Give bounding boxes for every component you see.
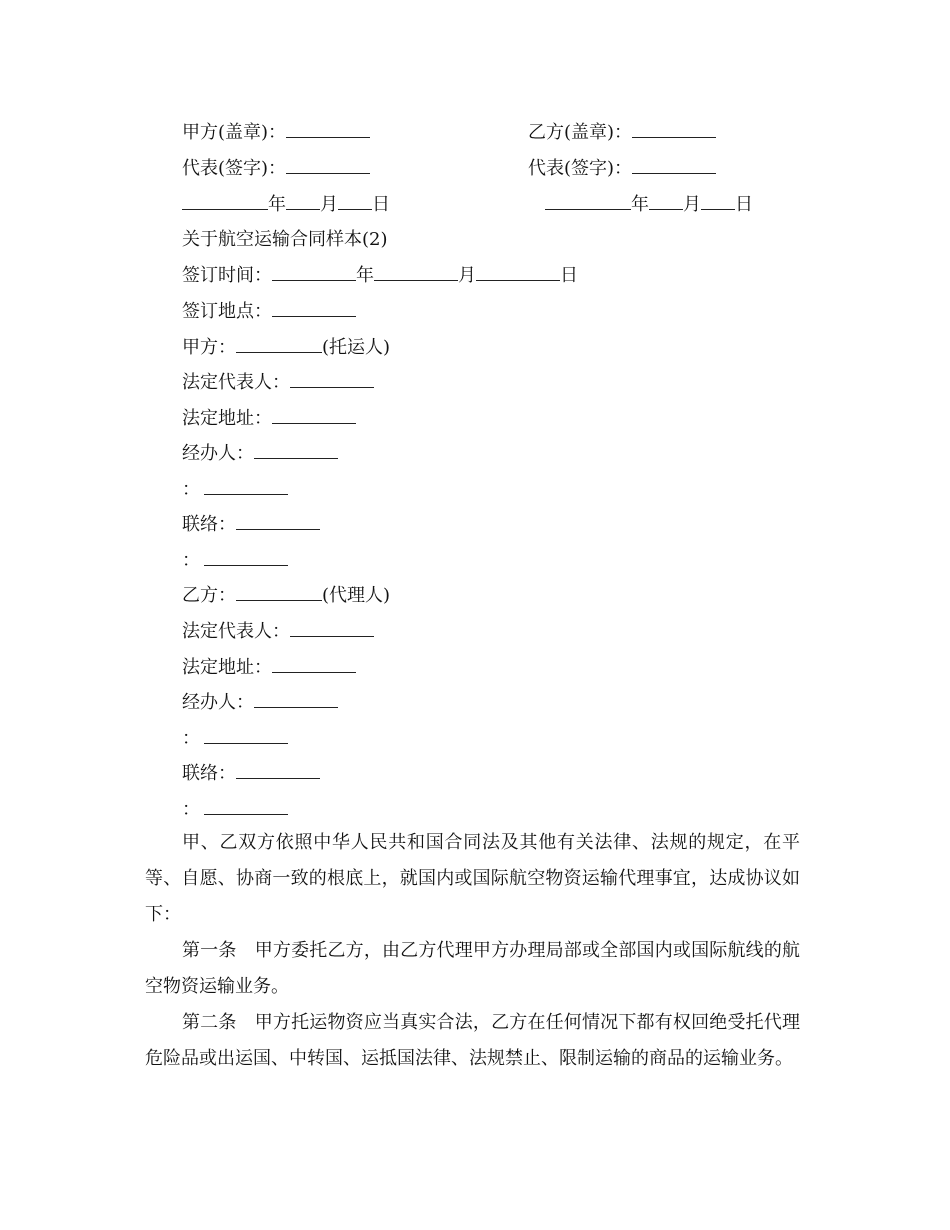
rep-sign-a-label: 代表(签字)： — [182, 158, 287, 179]
sign-month-blank — [374, 264, 458, 281]
party-a-legal-rep-line — [182, 371, 374, 394]
sign-place-label: 签订地点： — [182, 301, 272, 322]
party-b-seal-blank — [632, 121, 716, 138]
intro-paragraph: 甲、乙双方依照中华人民共和国合同法及其他有关法律、法规的规定，在平等、自愿、协商一致的根底上，就国内或国际航空物资运输代理事宜，达成协议如下： — [145, 832, 800, 925]
party-a-seal-label: 甲方(盖章)： — [182, 122, 287, 143]
colon-label: ： — [182, 479, 200, 500]
party-b-blank — [236, 584, 322, 601]
party-b-line — [182, 584, 390, 607]
day-label: 日 — [372, 194, 390, 215]
legal-address-blank — [272, 656, 356, 673]
year-label: 年 — [631, 194, 649, 215]
party-b-label: 乙方： — [182, 585, 236, 606]
colon-label: ： — [182, 728, 200, 749]
party-a-blank — [236, 336, 322, 353]
sign-year-blank — [272, 264, 356, 281]
party-a-handler-line — [182, 442, 338, 465]
legal-address-blank — [272, 407, 356, 424]
date-line-b — [545, 193, 753, 216]
sign-time-label: 签订时间： — [182, 265, 272, 286]
handler-blank — [254, 691, 338, 708]
handler-blank — [254, 442, 338, 459]
party-b-contact-line — [182, 762, 320, 785]
article-1: 第一条 甲方委托乙方，由乙方代理甲方办理局部或全部国内或国际航线的航空物资运输业务。 — [145, 940, 800, 997]
day-blank — [701, 193, 735, 210]
handler-label: 经办人： — [182, 443, 254, 464]
month-blank — [649, 193, 683, 210]
year-blank — [545, 193, 631, 210]
legal-rep-label: 法定代表人： — [182, 372, 290, 393]
party-a-line — [182, 336, 390, 359]
colon-label: ： — [182, 799, 200, 820]
party-b-role: (代理人) — [322, 585, 391, 606]
contact-blank — [236, 762, 320, 779]
rep-sign-a-blank — [286, 157, 370, 174]
legal-address-label: 法定地址： — [182, 657, 272, 678]
rep-sign-b-blank — [632, 157, 716, 174]
rep-sign-b-label: 代表(签字)： — [528, 158, 633, 179]
contact-label: 联络： — [182, 514, 236, 535]
colon-label: ： — [182, 550, 200, 571]
handler-label: 经办人： — [182, 692, 254, 713]
colon-blank — [204, 727, 288, 744]
month-label: 月 — [320, 194, 338, 215]
legal-rep-label: 法定代表人： — [182, 621, 290, 642]
colon-blank — [204, 798, 288, 815]
contract-title: 关于航空运输合同样本(2) — [182, 229, 388, 250]
legal-rep-blank — [290, 620, 374, 637]
month-label: 月 — [683, 194, 701, 215]
day-label: 日 — [735, 194, 753, 215]
year-blank — [182, 193, 268, 210]
day-blank — [338, 193, 372, 210]
party-a-address-line — [182, 407, 356, 430]
sign-place-blank — [272, 300, 356, 317]
party-b-address-line — [182, 656, 356, 679]
party-b-colon-line-2 — [182, 798, 288, 821]
party-a-colon-line-2 — [182, 549, 288, 572]
party-b-seal-label: 乙方(盖章)： — [528, 122, 633, 143]
sign-place-line — [182, 300, 356, 323]
sign-day-blank — [476, 264, 560, 281]
party-a-seal-blank — [286, 121, 370, 138]
party-a-seal-line — [182, 121, 370, 144]
year-label: 年 — [356, 265, 374, 286]
contact-blank — [236, 513, 320, 530]
party-a-colon-line-1 — [182, 478, 288, 501]
rep-sign-b-line — [528, 157, 716, 180]
party-b-seal-line — [528, 121, 716, 144]
colon-blank — [204, 478, 288, 495]
month-blank — [286, 193, 320, 210]
legal-rep-blank — [290, 371, 374, 388]
party-b-colon-line-1 — [182, 727, 288, 750]
contact-label: 联络： — [182, 763, 236, 784]
sign-time-line — [182, 264, 578, 287]
party-a-label: 甲方： — [182, 337, 236, 358]
party-b-legal-rep-line — [182, 620, 374, 643]
party-b-handler-line — [182, 691, 338, 714]
party-a-role: (托运人) — [322, 337, 391, 358]
rep-sign-a-line — [182, 157, 370, 180]
month-label: 月 — [458, 265, 476, 286]
day-label: 日 — [560, 265, 578, 286]
legal-address-label: 法定地址： — [182, 408, 272, 429]
date-line-a — [182, 193, 390, 216]
article-2: 第二条 甲方托运物资应当真实合法，乙方在任何情况下都有权回绝受托代理危险品或出运国、中转国、运抵国法律、法规禁止、限制运输的商品的运输业务。 — [145, 1012, 800, 1069]
party-a-contact-line — [182, 513, 320, 536]
colon-blank — [204, 549, 288, 566]
year-label: 年 — [268, 194, 286, 215]
